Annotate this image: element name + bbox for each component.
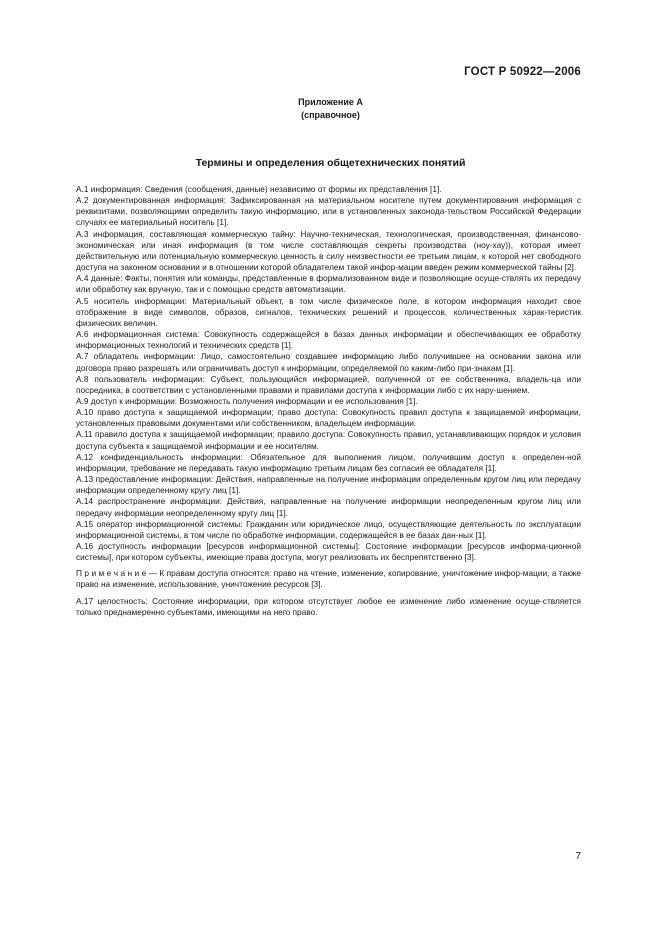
appendix-note: (справочное) xyxy=(301,110,360,120)
standard-number: ГОСТ Р 50922—2006 xyxy=(464,66,581,78)
term-a7: А.7 обладатель информации: Лицо, самостоятельно создавшее информацию либо получившее на основании закона или договора право разрешать или ограничивать доступ к информации, определяемой по каким-либо при-знакам [1]. xyxy=(76,351,581,373)
term-a1: А.1 информация: Сведения (сообщения, данные) независимо от формы их представления [1]. xyxy=(76,184,442,194)
term-a10: А.10 право доступа к защищаемой информации; право доступа: Совокупность правил доступа к защищаемой информации, установленных правовыми документами или собственником, владельцем информации. xyxy=(76,407,581,429)
document-body xyxy=(76,184,581,618)
term-a15: А.15 оператор информационной системы: Гражданин или юридическое лицо, осуществляющие деятельность по эксплуатации информационной системы, в том числе по обработке информации, содержащейся в ее базах дан-ных [1]. xyxy=(76,518,581,540)
term-a8: А.8 пользователь информации: Субъект, пользующийся информацией, полученной от ее собственника, владель-ца или посредника, в соответствии с установленными правами и правилами доступа к информации либо с их нару-шением. xyxy=(76,373,581,395)
page-number: 7 xyxy=(575,851,581,862)
term-a12: А.12 конфиденциальность информации: Обязательное для выполнения лицом, получившим доступ к определен-ной информации, требование не передавать такую информацию третьим лицам без согласия ее обладателя [1]. xyxy=(76,451,581,473)
term-a2: А.2 документированная информация: Зафиксированная на материальном носителе путем документирования информация с реквизитами, позволяющими определить такую информацию, или в установленных законода-тельством Российской Федерации случаях ее материальный носитель [1]. xyxy=(76,195,581,228)
appendix-title: Приложение А xyxy=(298,97,363,107)
note-paragraph: П р и м е ч а н и е — К правам доступа относятся: право на чтение, изменение, копирование, уничтожение инфор-мации, а также право на изменение, использование, уничтожение ресурсов [3]. xyxy=(76,568,581,590)
term-a9: А.9 доступ к информации: Возможность получения информации и ее использования [1]. xyxy=(76,395,418,406)
section-title: Термины и определения общетехнических понятий xyxy=(195,157,466,169)
term-a6: А.6 информационная система: Совокупность содержащейся в базах данных информации и обеспечивающих ее обработку информационных технологий и технических средств [1]. xyxy=(76,329,581,351)
term-a4: А.4 данные: Факты, понятия или команды, представленные в формализованном виде и позволяющие осуще-ствлять их передачу или обработку как вручную, так и с помощью средств автоматизации. xyxy=(76,273,581,295)
term-a5: А.5 носитель информации: Материальный объект, в том числе физическое поле, в котором информация находит свое отображение в виде символов, образов, сигналов, технических решений и процессов, количественных харак-теристик физических величин. xyxy=(76,295,581,328)
term-a16: А.16 доступность информации [ресурсов информационной системы]: Состояние информации [ресурсов информа-ционной системы], при котором субъекты, имеющие права доступа, могут реализовать их беспрепятственно [3]. xyxy=(76,541,581,563)
term-a14: А.14 распространение информации: Действия, направленные на получение информации неопределенным кругом лиц или передачу информации неопределенному кругу лиц [1]. xyxy=(76,496,581,518)
term-a11: А.11 правило доступа к защищаемой информации; правило доступа: Совокупность правил, устанавливающих порядок и условия доступа субъекта к защищаемой информации и ее носителям. xyxy=(76,429,581,451)
term-a13: А.13 предоставление информации: Действия, направленные на получение информации определенным кругом лиц или передачу информации определенному кругу лиц [1]. xyxy=(76,474,581,496)
term-a17: А.17 целостность: Состояние информации, при котором отсутствует любое ее изменение либо изменение осуще-ствляется только преднамеренно субъектами, имеющими на него право. xyxy=(76,595,581,617)
term-a3: А.3 информация, составляющая коммерческую тайну: Научно-техническая, технологическая, производственная, финансово-экономическая или иная информация (в том числе составляющая секреты производства (ноу-хау)), которая имеет действительную или потенциальную коммерческую ценность в силу неизвестности ее третьим лицам, к которой нет свободного доступа на законном основании и в отношении которой обладателем такой инфор-мации введен режим коммерческой тайны [2]. xyxy=(76,228,581,273)
